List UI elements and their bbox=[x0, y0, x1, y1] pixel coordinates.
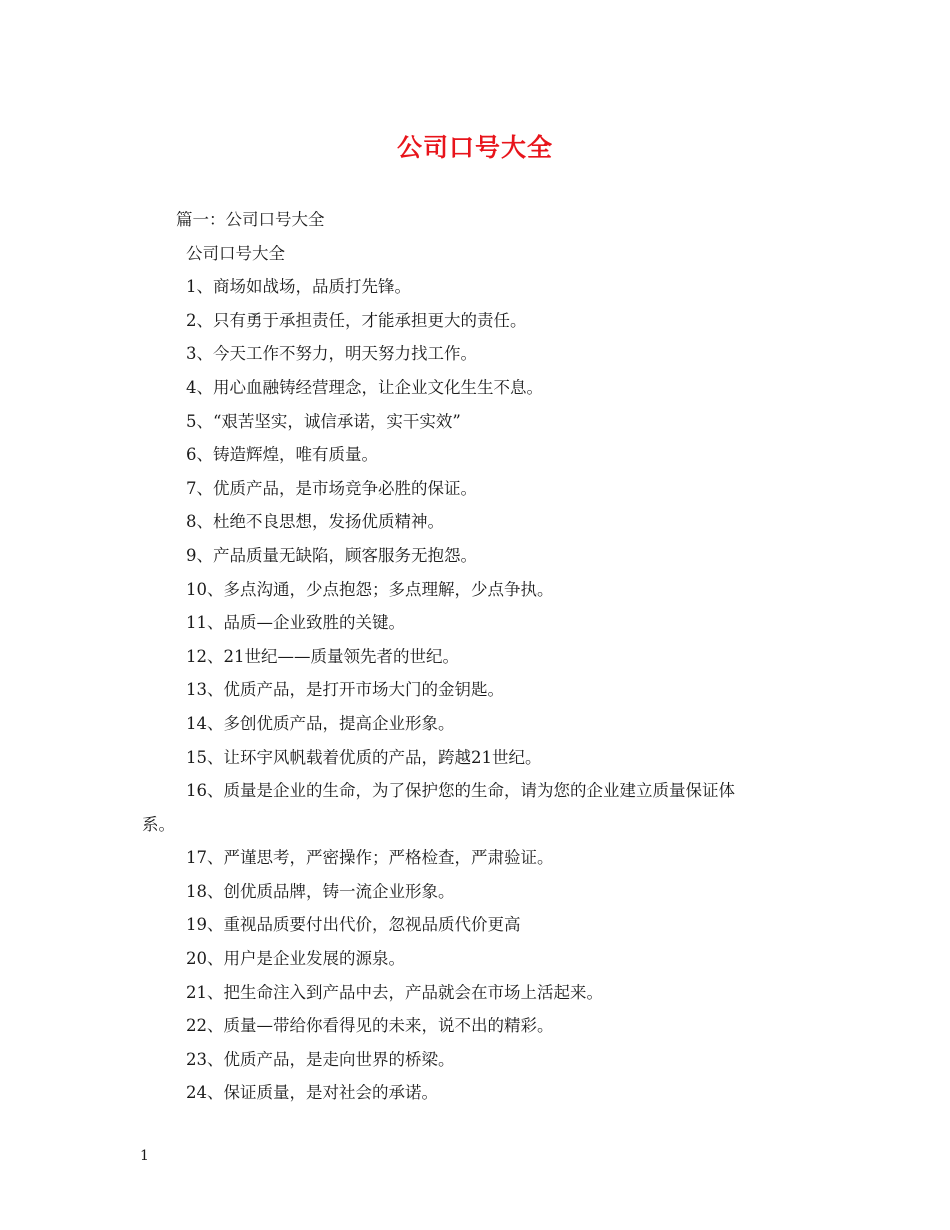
slogan-item: 1、商场如战场，品质打先锋。 bbox=[186, 277, 411, 297]
slogan-item: 11、品质—企业致胜的关键。 bbox=[186, 613, 405, 633]
slogan-item: 5、“艰苦坚实，诚信承诺，实干实效” bbox=[186, 411, 461, 431]
slogan-item: 6、铸造辉煌，唯有质量。 bbox=[186, 445, 378, 465]
slogan-item: 20、用户是企业发展的源泉。 bbox=[186, 949, 405, 969]
document-title: 公司口号大全 bbox=[396, 133, 553, 162]
slogan-item: 14、多创优质产品，提高企业形象。 bbox=[186, 713, 455, 733]
slogan-item: 7、优质产品，是市场竞争必胜的保证。 bbox=[186, 478, 477, 498]
slogan-item: 19、重视品质要付出代价，忽视品质代价更高 bbox=[186, 915, 521, 935]
slogan-item: 22、质量—带给你看得见的未来，说不出的精彩。 bbox=[186, 1016, 554, 1036]
slogan-item: 9、产品质量无缺陷，顾客服务无抱怨。 bbox=[186, 545, 477, 565]
slogan-item: 8、杜绝不良思想，发扬优质精神。 bbox=[186, 512, 444, 532]
slogan-item: 21、把生命注入到产品中去，产品就会在市场上活起来。 bbox=[186, 982, 603, 1002]
slogan-item: 3、今天工作不努力，明天努力找工作。 bbox=[186, 344, 477, 364]
slogan-item: 4、用心血融铸经营理念，让企业文化生生不息。 bbox=[186, 377, 543, 397]
slogan-item: 15、让环宇风帆载着优质的产品，跨越21世纪。 bbox=[186, 747, 542, 767]
section-subtitle: 公司口号大全 bbox=[186, 243, 285, 263]
slogan-item: 2、只有勇于承担责任，才能承担更大的责任。 bbox=[186, 310, 527, 330]
slogan-item: 24、保证质量，是对社会的承诺。 bbox=[186, 1083, 438, 1103]
slogan-item: 12、21世纪——质量领先者的世纪。 bbox=[186, 646, 459, 666]
section-heading: 篇一：公司口号大全 bbox=[176, 210, 325, 229]
slogan-item: 23、优质产品，是走向世界的桥梁。 bbox=[186, 1049, 455, 1069]
document-body bbox=[142, 203, 822, 1110]
slogan-item-16-line2: 系。 bbox=[142, 814, 175, 834]
slogan-item: 17、严谨思考，严密操作；严格检查，严肃验证。 bbox=[186, 848, 554, 868]
slogan-item: 18、创优质品牌，铸一流企业形象。 bbox=[186, 881, 455, 901]
slogan-item: 13、优质产品，是打开市场大门的金钥匙。 bbox=[186, 680, 504, 700]
slogan-item: 10、多点沟通，少点抱怨；多点理解，少点争执。 bbox=[186, 579, 554, 599]
page-number: 1 bbox=[140, 1148, 149, 1164]
slogan-item-16-line1: 16、质量是企业的生命，为了保护您的生命，请为您的企业建立质量保证体 bbox=[186, 781, 735, 801]
